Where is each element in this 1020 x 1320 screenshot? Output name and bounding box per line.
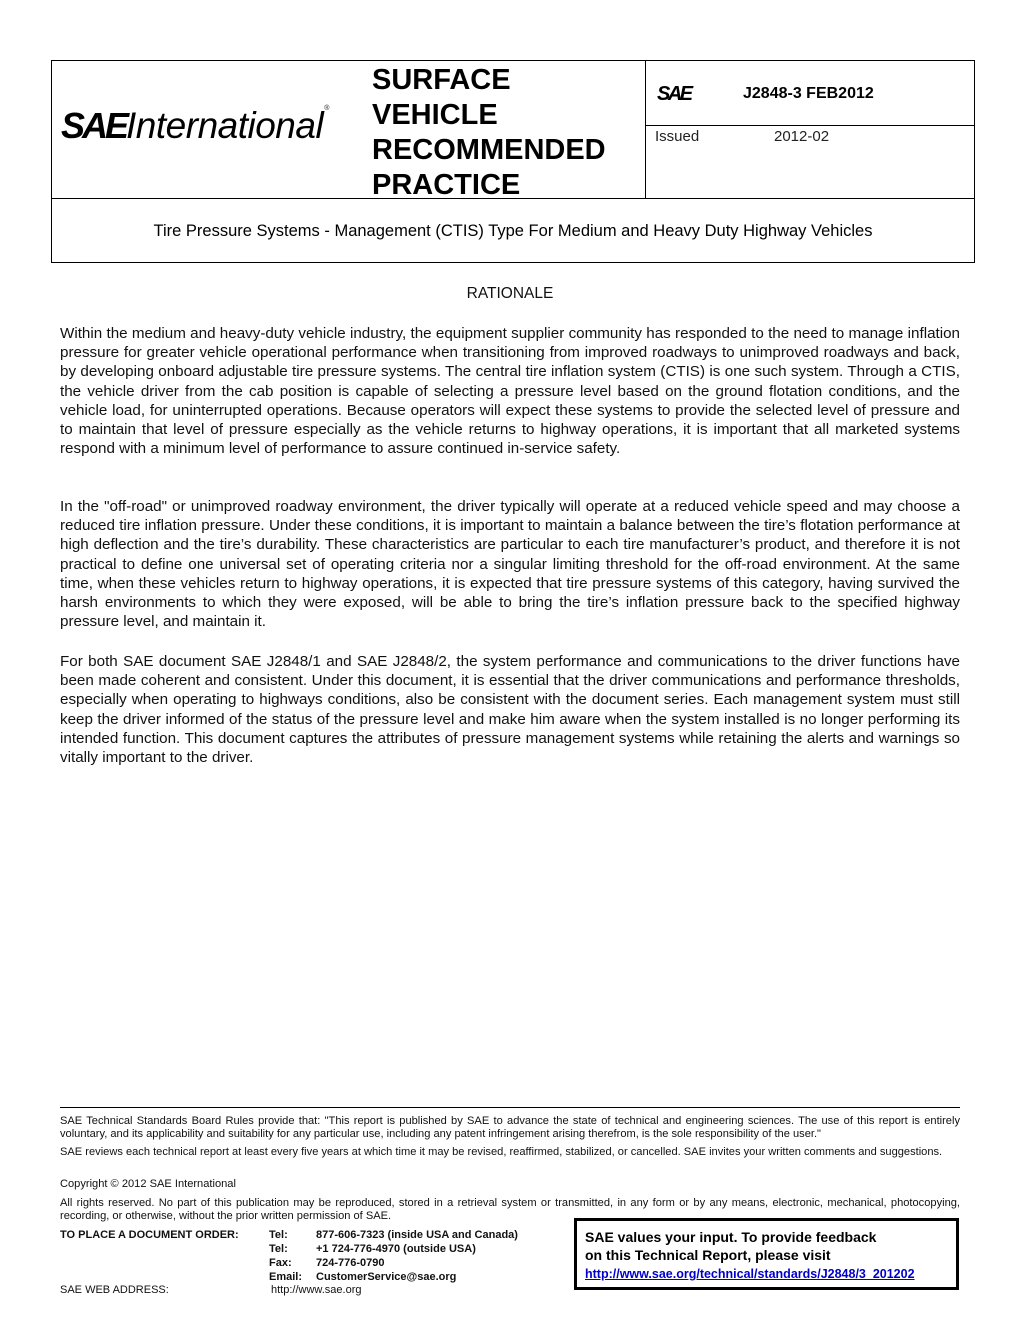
contact-key: Email:	[269, 1271, 303, 1283]
feedback-text: SAE values your input. To provide feedback	[585, 1229, 877, 1245]
order-label: TO PLACE A DOCUMENT ORDER:	[60, 1229, 239, 1241]
body-paragraph: For both SAE document SAE J2848/1 and SAE J2848/2, the system performance and communications to the driver functions have been made coherent and consistent. Under this document, it is essential that the driver communications and performance thresholds, especially when operating to highways conditions, also be consistent with the document series. Each management system must still keep the driver informed of the status of the pressure level and make him aware when the system installed is no longer performing its intended function. This document captures the attributes of pressure management systems while retaining the alerts and warnings so vitally important to the driver.	[60, 653, 960, 767]
sae-international-logo	[61, 105, 329, 145]
doc-type-line: SURFACE	[372, 64, 511, 96]
web-address-link[interactable]: http://www.sae.org	[271, 1284, 362, 1296]
feedback-link[interactable]: http://www.sae.org/technical/standards/J2848/3_201202	[585, 1267, 915, 1281]
header-column-divider	[645, 61, 646, 198]
contact-phone-intl: +1 724-776-4970 (outside USA)	[316, 1243, 476, 1255]
body-paragraph: In the "off-road" or unimproved roadway environment, the driver typically will operate at a reduced vehicle speed and may choose a reduced tire inflation pressure. Under these conditions, it is important to maintain a balance between the tire’s flotation performance at high deflection and the tire’s durability. These characteristics are particular to each tire manufacturer’s product, and therefore it is not practical to define one universal set of operating criteria nor a singular limiting threshold for the off-road environment. At the same time, when these vehicles return to highway operations, it is expected that tire pressure systems of this category, having survived the harsh environments to which they were exposed, will be able to bring the tire’s inflation pressure back to the specified highway pressure level, and maintain it.	[60, 498, 960, 631]
doc-type-line: PRACTICE	[372, 169, 521, 201]
small-sae-logo: SAE	[657, 83, 691, 105]
contact-key: Tel:	[269, 1243, 288, 1255]
feedback-box	[574, 1218, 959, 1290]
copyright-text: Copyright © 2012 SAE International	[60, 1178, 236, 1190]
logo-registered-mark: ®	[324, 105, 330, 112]
document-type	[372, 63, 606, 203]
feedback-text: on this Technical Report, please visit	[585, 1247, 831, 1263]
document-header	[51, 60, 975, 263]
logo-sae-text: SAE	[61, 105, 127, 146]
web-address-label: SAE WEB ADDRESS:	[60, 1284, 169, 1296]
header-number-divider	[645, 125, 974, 126]
contact-key: Fax:	[269, 1257, 292, 1269]
logo-international-text: International	[126, 105, 324, 146]
issued-label: Issued	[655, 128, 700, 145]
rights-text: All rights reserved. No part of this publication may be reproduced, stored in a retrieval system or transmitted, in any form or by any means, electronic, mechanical, photocopying, recording, or otherwise, without the prior written permission of SAE.	[60, 1197, 960, 1223]
contact-fax: 724-776-0790	[316, 1257, 385, 1269]
review-text: SAE reviews each technical report at least every five years at which time it may be revised, reaffirmed, stabilized, or cancelled. SAE invites your written comments and suggestions.	[60, 1146, 943, 1158]
contact-phone-us: 877-606-7323 (inside USA and Canada)	[316, 1229, 518, 1241]
contact-email[interactable]: CustomerService@sae.org	[316, 1271, 457, 1283]
document-title: Tire Pressure Systems - Management (CTIS) Type For Medium and Heavy Duty Highway Vehicles	[153, 222, 873, 240]
section-heading: RATIONALE	[466, 285, 554, 302]
body-paragraph: Within the medium and heavy-duty vehicle industry, the equipment supplier community has responded to the need to manage inflation pressure for greater vehicle operational performance when transitioning from improved roadways to unimproved roadways and back, by developing onboard adjustable tire pressure systems. The central tire inflation system (CTIS) is one such system. Through a CTIS, the vehicle driver from the cab position is capable of selecting a pressure level based on the ground flotation conditions, and the vehicle load, for uninterrupted operations. Because operators will expect these systems to provide the selected level of pressure and to maintain that level of pressure especially as the vehicle returns to highway operations, it is important that all marketed systems respond with a minimum level of performance to assure continued in-service safety.	[60, 325, 960, 458]
document-number: J2848-3 FEB2012	[743, 85, 874, 102]
doc-type-line: VEHICLE	[372, 99, 498, 131]
contact-key: Tel:	[269, 1229, 288, 1241]
doc-type-line: RECOMMENDED	[372, 134, 606, 166]
board-rules-text: SAE Technical Standards Board Rules provide that: "This report is published by SAE to advance the state of technical and engineering sciences. The use of this report is entirely voluntary, and its applicability and suitability for any particular use, including any patent infringement arising therefrom, is the sole responsibility of the user."	[60, 1115, 960, 1141]
footer-divider	[60, 1107, 960, 1108]
issued-date: 2012-02	[774, 128, 830, 145]
